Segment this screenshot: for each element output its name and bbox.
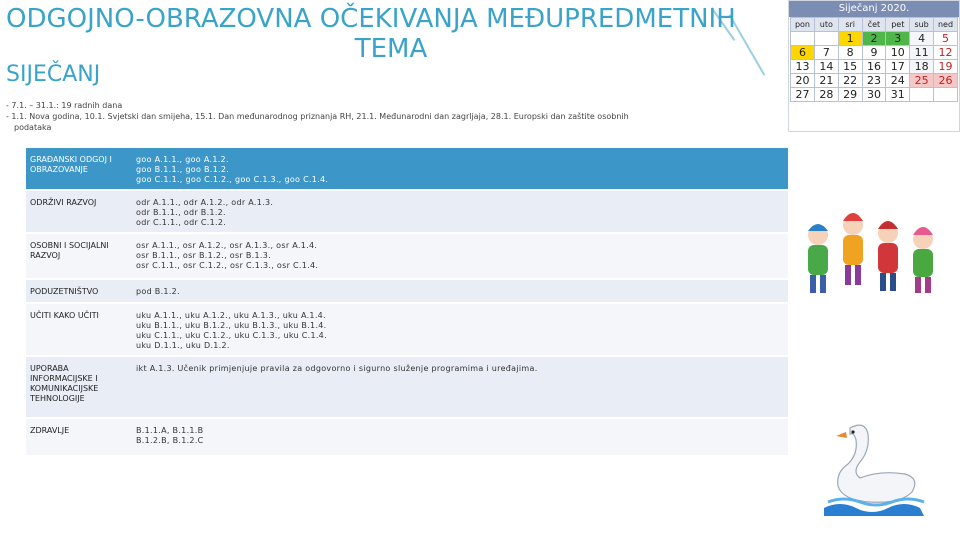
calendar-day: 25	[910, 74, 934, 88]
calendar-week	[791, 60, 958, 74]
calendar-day: 20	[791, 74, 815, 88]
calendar-day: 9	[862, 46, 886, 60]
expectation-line: goo B.1.1., goo B.1.2.	[136, 165, 230, 174]
expectations-table	[26, 146, 788, 457]
calendar-day: 14	[814, 60, 838, 74]
calendar-day: 23	[862, 74, 886, 88]
topic-name: ZDRAVLJE	[26, 419, 130, 455]
calendar-title: Siječanj 2020.	[789, 1, 959, 17]
kids-illustration	[788, 195, 958, 305]
weekday-label: sri	[838, 18, 862, 32]
calendar-week	[791, 32, 958, 46]
calendar-day: 16	[862, 60, 886, 74]
expectation-codes	[130, 234, 788, 278]
expectation-codes	[130, 304, 788, 355]
calendar-day: 18	[910, 60, 934, 74]
calendar-empty	[814, 32, 838, 46]
swan-eye	[851, 430, 854, 433]
expectation-line: pod B.1.2.	[136, 287, 180, 296]
expectation-line: uku D.1.1., uku D.1.2.	[136, 341, 230, 350]
topic-name: OSOBNI I SOCIJALNI RAZVOJ	[26, 234, 130, 278]
expectation-codes	[130, 148, 788, 189]
expectation-line: odr C.1.1., odr C.1.2.	[136, 218, 227, 227]
weekday-label: uto	[814, 18, 838, 32]
expectation-line: goo A.1.1., goo A.1.2.	[136, 155, 229, 164]
weekday-label: čet	[862, 18, 886, 32]
calendar-day: 30	[862, 88, 886, 102]
expectation-line: osr C.1.1., osr C.1.2., osr C.1.3., osr C.1.4.	[136, 261, 319, 270]
child-figure	[843, 213, 863, 285]
table-row	[26, 234, 788, 278]
expectation-codes	[130, 191, 788, 232]
topic-name: UPORABA INFORMACIJSKE I KOMUNIKACIJSKE TEHNOLOGIJE	[26, 357, 130, 417]
calendar-day: 7	[814, 46, 838, 60]
topic-name: UČITI KAKO UČITI	[26, 304, 130, 355]
swan-body	[838, 425, 915, 502]
expectation-codes	[130, 280, 788, 302]
expectation-line: B.1.2.B, B.1.2.C	[136, 436, 204, 445]
calendar-day: 21	[814, 74, 838, 88]
table-row	[26, 191, 788, 232]
calendar-grid	[790, 17, 958, 102]
calendar-day: 3	[886, 32, 910, 46]
expectation-line: uku C.1.1., uku C.1.2., uku C.1.3., uku C.1.4.	[136, 331, 327, 340]
calendar-day: 31	[886, 88, 910, 102]
calendar-day: 2	[862, 32, 886, 46]
calendar-day: 6	[791, 46, 815, 60]
expectation-line: ikt A.1.3. Učenik primjenjuje pravila za odgovorno i sigurno služenje programima i uređajima.	[136, 364, 538, 373]
child-figure	[878, 221, 898, 291]
topic-name: GRAĐANSKI ODGOJ I OBRAZOVANJE	[26, 148, 130, 189]
weekday-label: pet	[886, 18, 910, 32]
calendar-day: 4	[910, 32, 934, 46]
note-holidays: - 1.1. Nova godina, 10.1. Svjetski dan smijeha, 15.1. Dan međunarodnog priznanja RH, 21.1. Međunarodni dan zagrljaja, 28.1. Europski dan zaštite osobnih	[6, 112, 629, 121]
calendar-week	[791, 74, 958, 88]
calendar-empty	[934, 88, 958, 102]
child-figure	[913, 227, 933, 293]
table-row	[26, 304, 788, 355]
note-holidays-cont: podataka	[14, 123, 52, 132]
expectation-codes	[130, 419, 788, 455]
calendar-weekdays	[791, 18, 958, 32]
weekday-label: ned	[934, 18, 958, 32]
expectation-line: B.1.1.A, B.1.1.B	[136, 426, 204, 435]
calendar-day: 17	[886, 60, 910, 74]
calendar-week	[791, 46, 958, 60]
expectation-line: odr A.1.1., odr A.1.2., odr A.1.3.	[136, 198, 274, 207]
title-line-1: ODGOJNO-OBRAZOVNA OČEKIVANJA MEĐUPREDMETNIH	[6, 4, 736, 34]
title-line-2: TEMA	[354, 34, 428, 64]
calendar-day: 10	[886, 46, 910, 60]
calendar-day: 12	[934, 46, 958, 60]
swan-illustration	[820, 420, 930, 520]
calendar-day: 11	[910, 46, 934, 60]
calendar-widget	[788, 0, 960, 132]
calendar-day: 28	[814, 88, 838, 102]
expectation-line: odr B.1.1., odr B.1.2.	[136, 208, 226, 217]
month-heading: SIJEČANJ	[6, 62, 101, 87]
expectation-codes	[130, 357, 788, 417]
table-row	[26, 280, 788, 302]
table-row	[26, 148, 788, 189]
expectation-line: goo C.1.1., goo C.1.2., goo C.1.3., goo C.1.4.	[136, 175, 329, 184]
calendar-day: 22	[838, 74, 862, 88]
expectation-line: uku B.1.1., uku B.1.2., uku B.1.3., uku B.1.4.	[136, 321, 327, 330]
swan-beak	[836, 432, 847, 438]
topic-name: ODRŽIVI RAZVOJ	[26, 191, 130, 232]
page-title	[6, 4, 746, 64]
weekday-label: sub	[910, 18, 934, 32]
calendar-empty	[910, 88, 934, 102]
expectation-line: osr B.1.1., osr B.1.2., osr B.1.3.	[136, 251, 271, 260]
expectation-line: osr A.1.1., osr A.1.2., osr A.1.3., osr A.1.4.	[136, 241, 318, 250]
calendar-day: 8	[838, 46, 862, 60]
calendar-day: 1	[838, 32, 862, 46]
table-row	[26, 419, 788, 455]
calendar-day: 15	[838, 60, 862, 74]
calendar-day: 24	[886, 74, 910, 88]
expectation-line: uku A.1.1., uku A.1.2., uku A.1.3., uku A.1.4.	[136, 311, 326, 320]
table-row	[26, 357, 788, 417]
calendar-day: 13	[791, 60, 815, 74]
calendar-empty	[791, 32, 815, 46]
month-notes	[6, 100, 766, 133]
calendar-week	[791, 88, 958, 102]
calendar-day: 5	[934, 32, 958, 46]
calendar-day: 29	[838, 88, 862, 102]
topic-name: PODUZETNIŠTVO	[26, 280, 130, 302]
weekday-label: pon	[791, 18, 815, 32]
note-working-days: - 7.1. – 31.1.: 19 radnih dana	[6, 101, 123, 110]
child-figure	[808, 224, 828, 293]
calendar-day: 19	[934, 60, 958, 74]
calendar-day: 27	[791, 88, 815, 102]
calendar-day: 26	[934, 74, 958, 88]
